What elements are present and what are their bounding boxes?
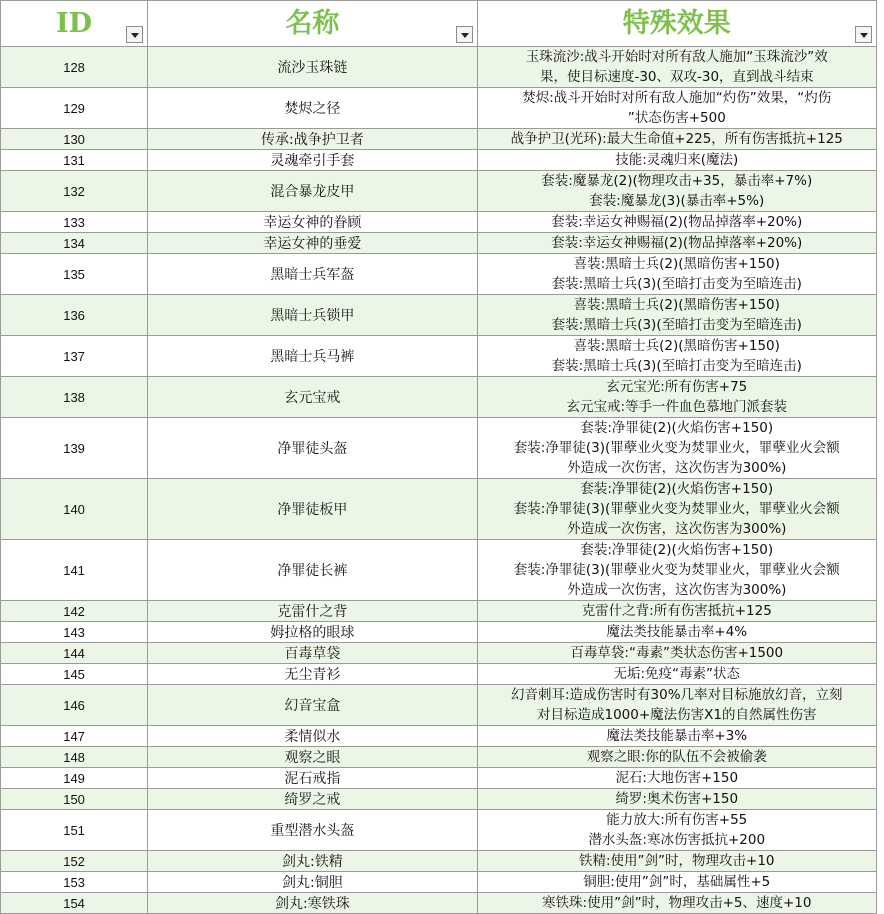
cell-id[interactable]: 134 [1,233,148,254]
effect-line: 套装:净罪徒(2)(火焰伤害+150) [580,481,774,497]
table-row [1,851,877,872]
cell-name[interactable]: 克雷什之背 [148,601,477,622]
cell-id[interactable]: 132 [1,171,148,212]
effect-line: 套装:净罪徒(2)(火焰伤害+150) [580,420,774,436]
effect-line: 技能:灵魂归来(魔法) [615,152,739,168]
cell-name[interactable]: 剑丸:铁精 [148,851,477,872]
cell-id[interactable]: 144 [1,643,148,664]
cell-effect[interactable] [477,254,876,295]
cell-effect[interactable] [477,789,876,810]
cell-effect[interactable] [477,336,876,377]
effect-line: 魔法类技能暴击率+4% [606,624,748,640]
effect-line: 玄元宝戒:等手一件血色慕地门派套装 [566,399,788,415]
cell-name[interactable]: 焚烬之径 [148,88,477,129]
table-row [1,726,877,747]
table-row [1,295,877,336]
cell-id[interactable]: 139 [1,418,148,479]
effect-line: ”状态伤害+500 [627,110,726,126]
table-row [1,747,877,768]
effect-line: 幻音刺耳:造成伤害时有30%几率对目标施放幻音，立刻 [510,687,843,703]
effect-line: 铁精:使用”剑”时，物理攻击+10 [579,853,775,869]
cell-name[interactable]: 绮罗之戒 [148,789,477,810]
effect-line: 能力放大:所有伤害+55 [606,812,748,828]
effect-line: 套装:幸运女神赐福(2)(物品掉落率+20%) [551,214,803,230]
cell-id[interactable]: 130 [1,129,148,150]
cell-effect[interactable] [477,129,876,150]
table-row [1,622,877,643]
cell-name[interactable]: 灵魂牵引手套 [148,150,477,171]
cell-effect[interactable] [477,893,876,914]
effect-line: 魔法类技能暴击率+3% [606,728,748,744]
table-row [1,336,877,377]
cell-id[interactable]: 133 [1,212,148,233]
cell-effect[interactable] [477,851,876,872]
cell-name[interactable]: 玄元宝戒 [148,377,477,418]
effect-line: 套装:净罪徒(2)(火焰伤害+150) [580,542,774,558]
effect-line: 观察之眼:你的队伍不会被偷袭 [586,749,767,765]
cell-effect[interactable] [477,622,876,643]
effect-line: 套装:净罪徒(3)(罪孽业火变为焚罪业火，罪孽业火会额 [513,501,840,517]
cell-id[interactable]: 142 [1,601,148,622]
effect-line: 战争护卫(光环):最大生命值+225，所有伤害抵抗+125 [510,131,843,147]
table-row [1,479,877,540]
effect-line: 泥石:大地伤害+150 [615,770,739,786]
cell-id[interactable]: 153 [1,872,148,893]
cell-id[interactable]: 147 [1,726,148,747]
table-row [1,377,877,418]
effect-line: 喜装:黑暗士兵(2)(黑暗伤害+150) [573,256,780,272]
cell-name[interactable]: 泥石戒指 [148,768,477,789]
table-row [1,664,877,685]
table-row [1,171,877,212]
cell-effect[interactable] [477,295,876,336]
cell-id[interactable]: 140 [1,479,148,540]
cell-id[interactable]: 135 [1,254,148,295]
effect-line: 套装:幸运女神赐福(2)(物品掉落率+20%) [551,235,803,251]
cell-id[interactable]: 131 [1,150,148,171]
effect-line: 喜装:黑暗士兵(2)(黑暗伤害+150) [573,338,780,354]
column-header-effect-label: 特殊效果 [622,8,731,39]
effect-line: 无垢:免疫“毒素”状态 [613,666,741,682]
cell-name[interactable]: 黑暗士兵军盔 [148,254,477,295]
effect-line: 克雷什之背:所有伤害抵抗+125 [581,603,772,619]
table-row [1,129,877,150]
effect-line: 百毒草袋:“毒素”类状态伤害+1500 [570,645,784,661]
table-row [1,643,877,664]
cell-name[interactable]: 幻音宝盒 [148,685,477,726]
effect-line: 套装:黑暗士兵(3)(至暗打击变为至暗连击) [551,317,802,333]
table-row [1,540,877,601]
cell-name[interactable]: 传承:战争护卫者 [148,129,477,150]
table-row [1,872,877,893]
cell-effect[interactable] [477,810,876,851]
table-row [1,789,877,810]
cell-id[interactable]: 146 [1,685,148,726]
table-row [1,47,877,88]
table-row [1,233,877,254]
cell-effect[interactable] [477,47,876,88]
cell-effect[interactable] [477,418,876,479]
cell-id[interactable]: 141 [1,540,148,601]
effect-line: 套装:净罪徒(3)(罪孽业火变为焚罪业火，罪孽业火会额 [513,562,840,578]
cell-effect[interactable] [477,726,876,747]
cell-effect[interactable] [477,88,876,129]
cell-id[interactable]: 137 [1,336,148,377]
effect-line: 铜胆:使用”剑”时，基础属性+5 [583,874,771,890]
cell-id[interactable]: 152 [1,851,148,872]
cell-id[interactable]: 129 [1,88,148,129]
cell-name[interactable]: 幸运女神的眷顾 [148,212,477,233]
effect-line: 外造成一次伤害，这次伤害为300%) [567,521,787,537]
cell-effect[interactable] [477,171,876,212]
effect-line: 对目标造成1000+魔法伤害X1的自然属性伤害 [537,707,817,723]
table-row [1,893,877,914]
effect-line: 套装:黑暗士兵(3)(至暗打击变为至暗连击) [551,276,802,292]
cell-effect[interactable] [477,747,876,768]
table-row [1,88,877,129]
cell-effect[interactable] [477,479,876,540]
cell-effect[interactable] [477,540,876,601]
cell-name[interactable]: 黑暗士兵锁甲 [148,295,477,336]
cell-effect[interactable] [477,233,876,254]
cell-name[interactable]: 幸运女神的垂爱 [148,233,477,254]
column-header-effect [477,1,876,47]
table-row [1,601,877,622]
cell-name[interactable]: 黑暗士兵马裤 [148,336,477,377]
filter-dropdown-icon[interactable] [126,26,143,43]
cell-effect[interactable] [477,768,876,789]
effect-line: 套装:魔暴龙(2)(物理攻击+35，暴击率+7%) [541,173,813,189]
cell-id[interactable]: 138 [1,377,148,418]
column-header-name-label: 名称 [285,8,340,39]
table-row [1,768,877,789]
filter-dropdown-icon[interactable] [855,26,872,43]
table-row [1,810,877,851]
cell-effect[interactable] [477,150,876,171]
effect-line: 套装:黑暗士兵(3)(至暗打击变为至暗连击) [551,358,802,374]
cell-effect[interactable] [477,601,876,622]
cell-effect[interactable] [477,872,876,893]
cell-effect[interactable] [477,643,876,664]
effect-line: 玄元宝光:所有伤害+75 [606,379,748,395]
effect-line: 喜装:黑暗士兵(2)(黑暗伤害+150) [573,297,780,313]
effect-line: 果，使目标速度-30、双攻-30，直到战斗结束 [539,69,814,85]
cell-effect[interactable] [477,212,876,233]
cell-id[interactable]: 150 [1,789,148,810]
cell-id[interactable]: 136 [1,295,148,336]
cell-effect[interactable] [477,377,876,418]
header-row [1,1,877,47]
effect-line: 外造成一次伤害，这次伤害为300%) [567,582,787,598]
cell-id[interactable]: 128 [1,47,148,88]
cell-name[interactable]: 净罪徒长裤 [148,540,477,601]
table-row [1,150,877,171]
effect-line: 绮罗:奥术伤害+150 [615,791,739,807]
cell-name[interactable]: 重型潜水头盔 [148,810,477,851]
table-row [1,254,877,295]
cell-name[interactable]: 流沙玉珠链 [148,47,477,88]
cell-name[interactable]: 净罪徒板甲 [148,479,477,540]
effect-line: 寒铁珠:使用”剑”时，物理攻击+5、速度+10 [542,895,812,911]
effect-line: 焚烬:战斗开始时对所有敌人施加“灼伤”效果，“灼伤 [522,90,832,106]
cell-name[interactable]: 观察之眼 [148,747,477,768]
cell-name[interactable]: 剑丸:铜胆 [148,872,477,893]
effect-line: 套装:净罪徒(3)(罪孽业火变为焚罪业火，罪孽业火会额 [513,440,840,456]
cell-effect[interactable] [477,685,876,726]
cell-id[interactable]: 143 [1,622,148,643]
effect-line: 潜水头盔:寒冰伤害抵抗+200 [588,832,766,848]
effect-line: 套装:魔暴龙(3)(暴击率+5%) [589,193,765,209]
cell-name[interactable]: 净罪徒头盔 [148,418,477,479]
effect-line: 玉珠流沙:战斗开始时对所有敌人施加“玉珠流沙”效 [525,49,828,65]
cell-id[interactable]: 151 [1,810,148,851]
table-row [1,685,877,726]
cell-effect[interactable] [477,664,876,685]
cell-name[interactable]: 剑丸:寒铁珠 [148,893,477,914]
column-header-id [1,1,148,47]
cell-id[interactable]: 148 [1,747,148,768]
effect-line: 外造成一次伤害，这次伤害为300%) [567,460,787,476]
table-row [1,212,877,233]
cell-name[interactable]: 无尘青衫 [148,664,477,685]
cell-id[interactable]: 149 [1,768,148,789]
filter-dropdown-icon[interactable] [456,26,473,43]
cell-id[interactable]: 145 [1,664,148,685]
column-header-name [148,1,477,47]
column-header-id-label: ID [56,8,93,39]
cell-name[interactable]: 柔情似水 [148,726,477,747]
cell-id[interactable]: 154 [1,893,148,914]
table-row [1,418,877,479]
cell-name[interactable]: 姆拉格的眼球 [148,622,477,643]
cell-name[interactable]: 百毒草袋 [148,643,477,664]
cell-name[interactable]: 混合暴龙皮甲 [148,171,477,212]
